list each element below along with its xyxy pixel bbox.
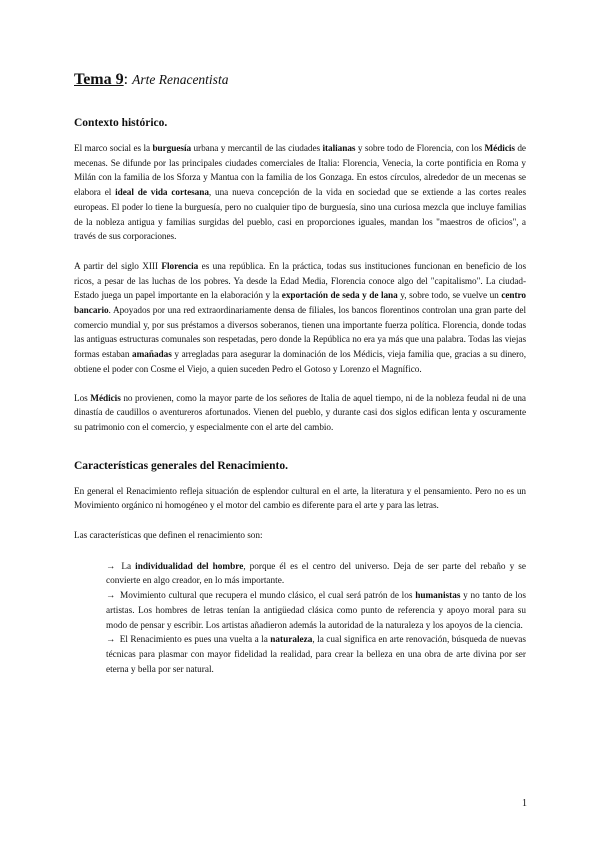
bold-term: individualidad del hombre <box>135 561 244 572</box>
paragraph-characteristics-2: Las características que definen el renacimiento son: <box>74 531 263 542</box>
bold-term: naturaleza <box>270 635 313 646</box>
arrow-icon: → <box>106 591 116 602</box>
arrow-icon: → <box>106 561 116 572</box>
section-heading-context: Contexto histórico. <box>74 117 168 129</box>
page-number: 1 <box>522 798 527 809</box>
bold-term: Florencia <box>161 261 199 272</box>
bold-term: burguesía <box>152 144 192 154</box>
paragraph-context-1: El marco social es la burguesía urbana y mercantil de las ciudades italianas y sobre todo de Florencia, con los Médicis de mecenas. Se difunde por las principales ciudades comerciales de Italia: Florencia, Venecia, la corte pontificia en Roma y Milán con la familia de los Sforza y Mantua con la familia de los Gonzaga. En estos círculos, alrededor de un mecenas se elabora el ideal de vida cortesana, una nueva concepción de la vida en sociedad que se extiende a las cortes reales europeas. El poder lo tiene la burguesía, pero no cualquier tipo de burguesía, sino una curiosa mezcla que incluye familias de la nobleza antigua y familias surgidas del pueblo, casi en proporciones iguales, mandan los "maestros de oficios", a través de sus corporaciones. <box>74 144 526 243</box>
bold-term: centro bancario <box>74 291 527 317</box>
title-number: Tema 9 <box>74 71 124 88</box>
paragraph-context-3: Los Médicis no provienen, como la mayor parte de los señores de Italia de aquel tiempo, ni de la nobleza feudal ni de una dinastía de caudillos o aventureros afortunados. Vienen del pueblo, y durante casi dos siglos edifican lenta y oscuramente su patrimonio con el comercio, y especialmente con el arte del cambio. <box>74 393 526 433</box>
list-item <box>106 633 526 677</box>
title-subtitle: Arte Renacentista <box>132 72 229 87</box>
characteristics-list <box>74 560 526 678</box>
arrow-icon: → <box>106 635 116 646</box>
bold-term: humanistas <box>415 591 461 602</box>
title-separator: : <box>123 71 133 88</box>
bold-term: exportación de seda y de lana <box>281 291 398 302</box>
list-item-text: Movimiento cultural que recupera el mundo clásico, el cual será patrón de los humanistas y no tanto de los artistas. Los hombres de letras tenían la antigüedad clásica como punto de referencia y apoyo moral para su modo de pensar y escribir. Los artistas añadieron además la autoridad de la naturaleza y los apoyos de la ciencia. <box>106 591 526 631</box>
list-item-text: El Renacimiento es pues una vuelta a la naturaleza, la cual significa en arte renovación, búsqueda de nuevas técnicas para plasmar con mayor fidelidad la realidad, para crear la belleza en una obra de arte divina por ser eterna y bella por ser natural. <box>106 635 526 675</box>
list-item <box>106 560 526 589</box>
bold-term: Médicis <box>484 144 515 154</box>
list-item <box>106 589 526 633</box>
page-title <box>74 70 526 90</box>
paragraph-characteristics-1: En general el Renacimiento refleja situación de esplendor cultural en el arte, la literatura y el pensamiento. Pero no es un Movimiento orgánico ni homogéneo y el motor del cambio es diferente para el arte y para las letras. <box>74 486 526 512</box>
bold-term: ideal de vida cortesana <box>115 188 209 199</box>
bold-term: italianas <box>322 144 356 154</box>
bold-term: Médicis <box>90 393 121 404</box>
list-item-text: La individualidad del hombre, porque él es el centro del universo. Deja de ser parte del rebaño y se convierte en algo creador, en lo más importante. <box>106 561 526 587</box>
document-page <box>74 70 526 677</box>
section-heading-characteristics: Características generales del Renacimiento. <box>74 459 288 472</box>
bold-term: amañadas <box>132 350 172 361</box>
paragraph-context-2: A partir del siglo XIII Florencia es una república. En la práctica, todas sus instituciones funcionan en beneficio de los ricos, a pesar de las luchas de los pobres. Ya desde la Edad Media, Florencia conoce algo del "capitalismo". La ciudad-Estado juega un papel importante en la elaboración y la exportación de seda y de lana y, sobre todo, se vuelve un centro bancario. Apoyados por una red extraordinariamente densa de filiales, los bancos florentinos controlan una gran parte del comercio mundial y, por sus préstamos a diversos soberanos, tienen una importante fuerza política. Florencia, donde todas las antiguas estructuras comunales son respetadas, pero donde la República no era ya más que una palabra. Todas las viejas formas estaban amañadas y arregladas para asegurar la dominación de los Médicis, vieja familia que, gracias a su dinero, obtiene el poder con Cosme el Viejo, a quien suceden Pedro el Gotoso y Lorenzo el Magnífico. <box>74 261 527 375</box>
